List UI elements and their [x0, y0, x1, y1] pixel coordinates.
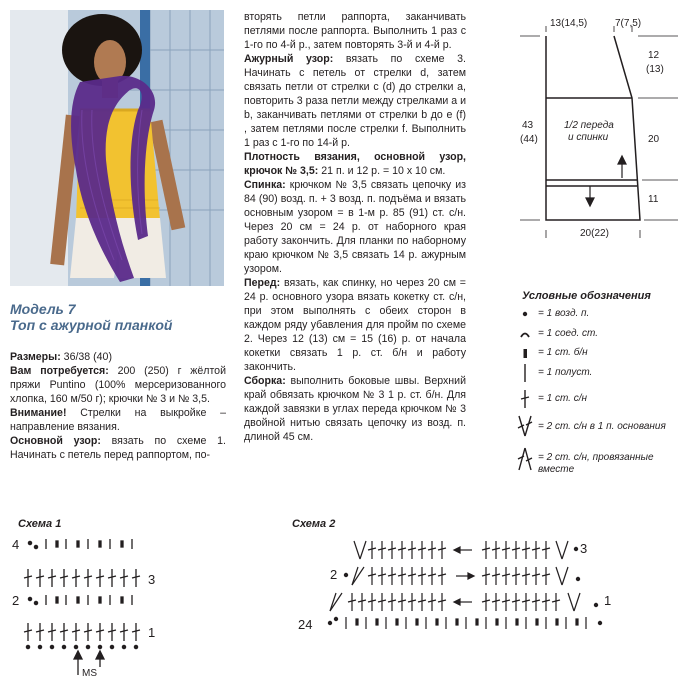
legend-slip: = 1 соед. ст. [538, 328, 599, 339]
density-value: 21 п. и 12 р. = 10 х 10 см. [318, 165, 446, 177]
scheme2-chart [296, 535, 626, 635]
assembly-para [244, 374, 466, 444]
scheme2-row-24: 24 [298, 617, 313, 632]
model-illustration [10, 10, 224, 286]
legend-2dc-dec: = 2 ст. с/н, провязанные [538, 452, 654, 463]
scheme2-row-2: 2 [330, 567, 338, 582]
need-label: Вам потребуется: [10, 365, 109, 377]
single-crochet-icon [524, 349, 528, 358]
dim-bottom: 20(22) [580, 228, 609, 239]
double-crochet-icon [521, 390, 529, 408]
scheme1-ms: MS [82, 668, 97, 679]
dim-right-top-1: 12 [648, 50, 660, 61]
scheme1-row-4: 4 [12, 537, 20, 552]
attention-value: Стрелки на выкройке – направление вязания. [10, 407, 226, 433]
scheme1 [10, 535, 170, 680]
dim-left-1: 43 [522, 120, 534, 131]
dim-top-left: 13(14,5) [550, 18, 588, 29]
col1-text [10, 350, 226, 462]
legend-dc: = 1 ст. с/н [538, 393, 588, 404]
back-value: крючком № 3,5 связать цепочку из 84 (90) возд. п. + 3 возд. п. подъёма и вязать основным узором = в 1-м р. 85 (91) ст. с/н. Через 20 см = 24 р. от наборного края работу закончить. Для планки по наборному краю крючком № 3,5 связать 14 р. ажурным узором. [244, 179, 466, 275]
two-dc-together-icon [518, 448, 532, 470]
back-para [244, 178, 466, 276]
model-photo [10, 10, 224, 286]
dim-top-right: 7(7,5) [615, 18, 642, 29]
scheme1-row-2: 2 [12, 593, 20, 608]
front-para [244, 276, 466, 374]
col2-text [244, 10, 466, 444]
model-title: Модель 7 [10, 301, 76, 317]
lace-para [244, 52, 466, 150]
scheme1-chart [10, 535, 170, 680]
scheme2-title: Схема 2 [292, 518, 336, 530]
front-value: вязать, как спинку, но через 20 см = 24 р. основного узора вязать кокетку ст. с/н, при этом выполнять с обеих сторон в каждом ряду убавления для пройм по схеме 2. Через 12 (13) см = 15 (16) р. от начала кокетки связать 1 р. ст. б/н и работу закончить. [244, 277, 466, 373]
legend-chain: = 1 возд. п. [538, 308, 590, 319]
garment-pattern [510, 10, 690, 245]
need-value: 200 (250) г жёлтой пряжи Puntino (100% мерсеризованного хлопка, 160 м/50 г); крючки № 3 и № 3,5. [10, 365, 226, 405]
main-pattern-label: Основной узор: [10, 435, 101, 447]
scheme2-row-1: 1 [604, 593, 612, 608]
col2-p1: вторять петли раппорта, заканчивать петлями после раппорта. Выполнить 1 раз с 1-го по 4-й р., затем повторять 3-й и 4-й р. [244, 11, 466, 51]
sizes-para [10, 350, 226, 364]
assembly-label: Сборка: [244, 375, 286, 387]
sizes-label: Размеры: [10, 351, 61, 363]
pattern-center-2: и спинки [568, 132, 609, 143]
legend-title: Условные обозначения [522, 290, 651, 302]
scheme1-row-3: 3 [148, 572, 156, 587]
lace-label: Ажурный узор: [244, 53, 334, 65]
legend-sc: = 1 ст. б/н [538, 347, 588, 358]
scheme2 [296, 535, 626, 635]
dim-right-bottom: 11 [648, 194, 659, 205]
pattern-center-1: 1/2 переда [564, 120, 614, 131]
front-label: Перед: [244, 277, 281, 289]
legend [516, 304, 692, 484]
scheme1-row-1: 1 [148, 625, 156, 640]
attention-label: Внимание! [10, 407, 67, 419]
sizes-value: 36/38 (40) [60, 351, 112, 363]
need-para [10, 364, 226, 406]
lace-value: вязать по схеме 3. Начинать с петель от стрелки d, затем связать петли от стрелки с (d) до стрелки а, повторить 3 раза петли между стрелками а и b, заканчивать петлями от стрелки b до е (f) , затем петлями после стрелки f. Выполнить 1 раз с 1-го по 14-й р. [244, 53, 466, 149]
back-label: Спинка: [244, 179, 286, 191]
dim-right-top-2: (13) [646, 64, 664, 75]
density-para [244, 150, 466, 178]
legend-2dc-inc: = 2 ст. с/н в 1 п. основания [538, 421, 666, 432]
legend-2dc-dec-2: вместе [538, 464, 575, 475]
two-dc-in-one-icon [518, 416, 532, 436]
main-pattern-value: вязать по схеме 1. Начинать с петель перед раппортом, по- [10, 435, 226, 461]
slip-stitch-icon [521, 334, 529, 338]
legend-hdc: = 1 полуст. [538, 367, 593, 378]
density-label: Плотность вязания, основной узор, крючок № 3,5: [244, 151, 466, 177]
attention-para [10, 406, 226, 434]
model-subtitle: Топ с ажурной планкой [10, 317, 173, 333]
main-pattern-para [10, 434, 226, 462]
chain-icon [523, 312, 527, 316]
scheme2-row-3: 3 [580, 541, 588, 556]
assembly-value: выполнить боковые швы. Верхний край обвязать крючком № 3 1 р. ст. б/н. Для каждой завязки в углах переда крючком № 3 двойной нитью связать цепочку из возд. п. длиной 45 см. [244, 375, 466, 443]
dim-right-mid: 20 [648, 134, 660, 145]
dim-left-2: (44) [520, 134, 538, 145]
scheme1-title: Схема 1 [18, 518, 62, 530]
